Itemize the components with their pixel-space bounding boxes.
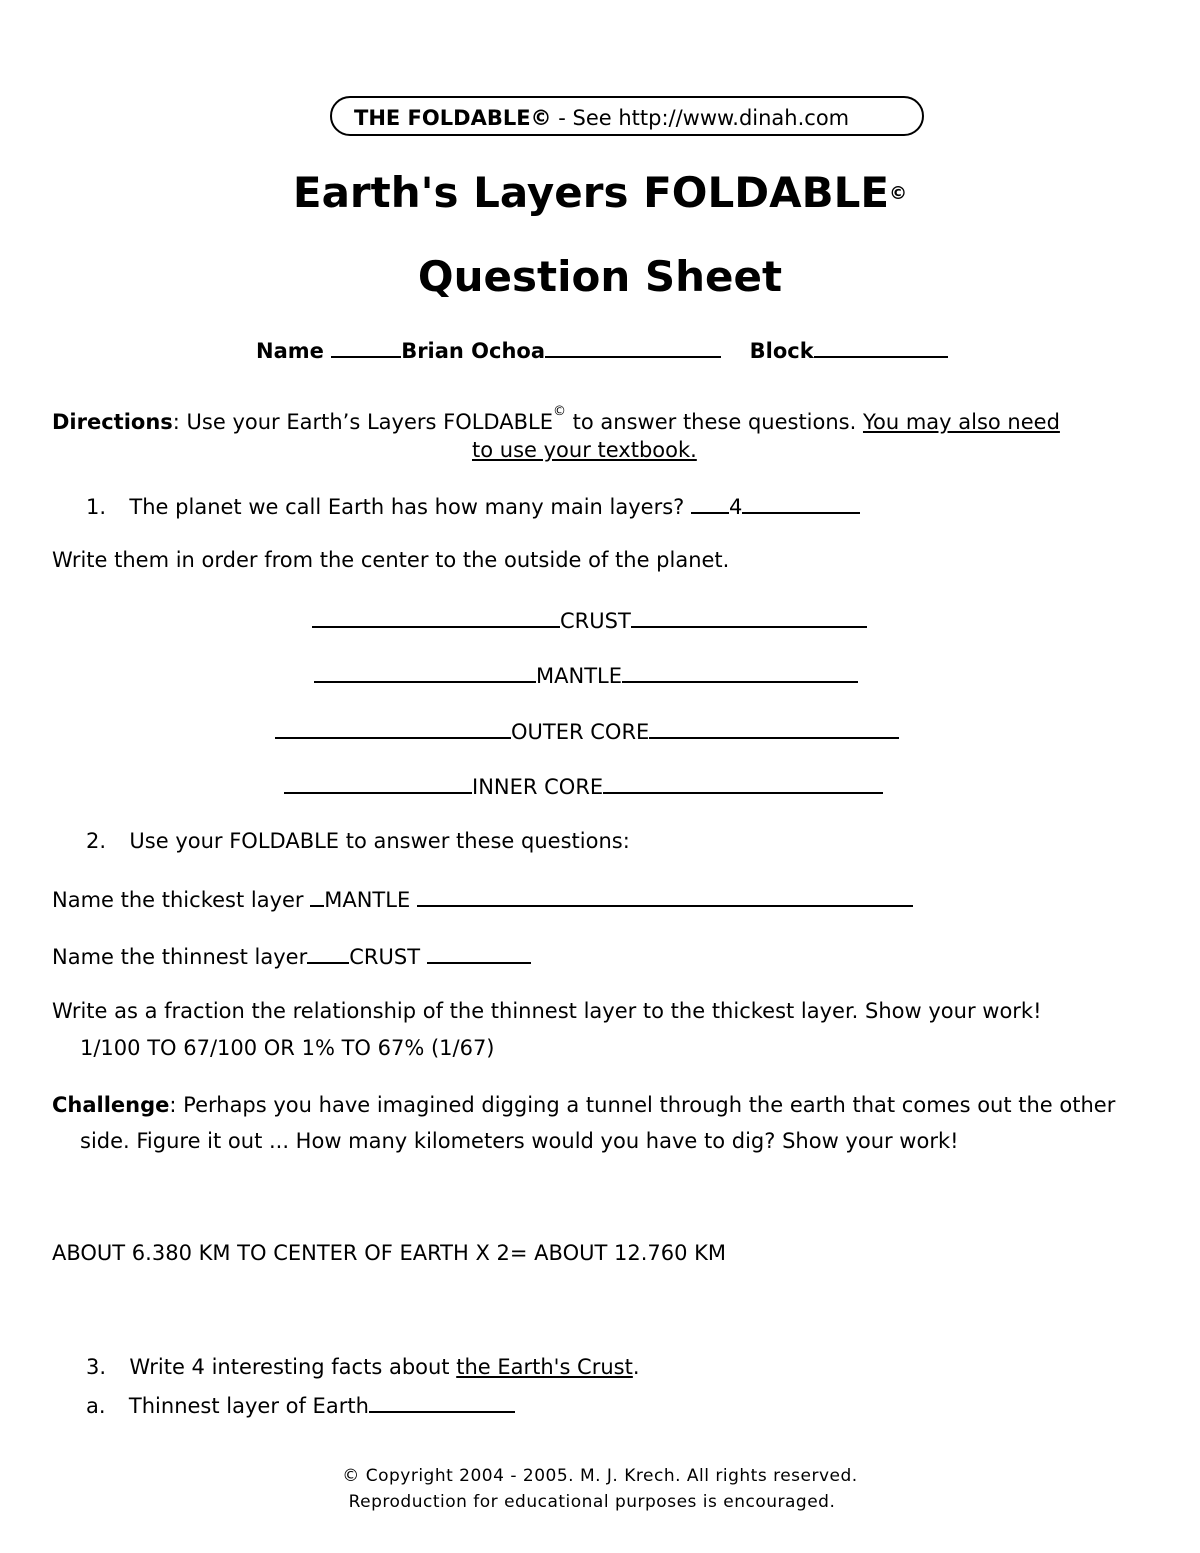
thickest-answer[interactable]: MANTLE <box>324 888 411 912</box>
banner-text <box>354 106 849 130</box>
layer-3-text: OUTER CORE <box>511 720 650 744</box>
question-2 <box>86 829 630 853</box>
banner-bold: THE FOLDABLE© <box>354 106 552 130</box>
q1-instruction: Write them in order from the center to the outside of the planet. <box>52 548 730 572</box>
name-row <box>256 336 948 363</box>
layer-2-text: MANTLE <box>536 664 622 688</box>
q1-answer[interactable]: 4 <box>728 495 743 519</box>
q2-number: 2. <box>86 829 107 853</box>
directions-underlined-2: to use your textbook. <box>472 438 697 462</box>
title-copyright-mark: © <box>889 183 908 204</box>
directions-text: : Use your Earth’s Layers FOLDABLE <box>172 410 553 434</box>
question-1 <box>86 492 860 519</box>
q3-number: 3. <box>86 1355 107 1379</box>
challenge-answer[interactable]: ABOUT 6.380 KM TO CENTER OF EARTH X 2= ABOUT 12.760 KM <box>52 1241 727 1265</box>
page-title <box>0 168 1200 217</box>
q2-text: Use your FOLDABLE to answer these questions: <box>129 829 630 853</box>
fraction-answer[interactable]: 1/100 TO 67/100 OR 1% TO 67% (1/67) <box>80 1036 495 1060</box>
layer-answer-4[interactable] <box>284 772 883 799</box>
challenge-label: Challenge <box>52 1093 170 1117</box>
thickest-row <box>52 885 913 912</box>
layer-1-text: CRUST <box>560 609 631 633</box>
name-field[interactable]: Brian Ochoa <box>401 339 546 363</box>
block-field[interactable] <box>814 336 948 358</box>
layer-answer-1[interactable] <box>312 606 867 633</box>
fact-a-answer[interactable]: Thinnest layer of Earth <box>128 1394 369 1418</box>
title-text: Earth's Layers FOLDABLE <box>292 168 890 217</box>
q1-text: The planet we call Earth has how many main layers? <box>129 495 691 519</box>
challenge-line-2: side. Figure it out ... How many kilometers would you have to dig? Show your work! <box>80 1129 959 1153</box>
q3-post: . <box>632 1355 640 1379</box>
directions-line-1 <box>52 404 1060 434</box>
layer-answer-2[interactable] <box>314 661 858 688</box>
challenge-line-1 <box>52 1093 1115 1117</box>
thinnest-answer[interactable]: CRUST <box>349 945 421 969</box>
copyright-footer: © Copyright 2004 - 2005. M. J. Krech. All rights reserved. <box>342 1466 858 1486</box>
directions-line-2 <box>472 438 697 462</box>
directions-label: Directions <box>52 410 173 434</box>
layer-4-text: INNER CORE <box>472 775 604 799</box>
q3-underlined: the Earth's Crust <box>456 1355 633 1379</box>
q1-number: 1. <box>86 495 107 519</box>
directions-underlined-1: You may also need <box>862 410 1060 434</box>
challenge-text-1: : Perhaps you have imagined digging a tunnel through the earth that comes out the other <box>169 1093 1116 1117</box>
thinnest-row <box>52 942 531 969</box>
fraction-prompt: Write as a fraction the relationship of the thinnest layer to the thickest layer. Show your work! <box>52 999 1042 1023</box>
fact-a-letter: a. <box>86 1394 106 1418</box>
directions-text-2: to answer these questions. <box>565 410 863 434</box>
directions-copyright-mark: © <box>552 404 566 419</box>
fact-a-row <box>86 1391 515 1418</box>
thinnest-label: Name the thinnest layer <box>52 945 308 969</box>
name-label: Name <box>256 339 324 363</box>
banner-link-text: - See http://www.dinah.com <box>551 106 850 130</box>
block-label: Block <box>749 339 814 363</box>
q3-text: Write 4 interesting facts about <box>129 1355 457 1379</box>
thickest-label: Name the thickest layer <box>52 888 311 912</box>
question-3 <box>86 1355 640 1379</box>
page-subtitle: Question Sheet <box>417 252 783 301</box>
layer-answer-3[interactable] <box>275 717 899 744</box>
reproduction-footer: Reproduction for educational purposes is encouraged. <box>348 1492 836 1512</box>
